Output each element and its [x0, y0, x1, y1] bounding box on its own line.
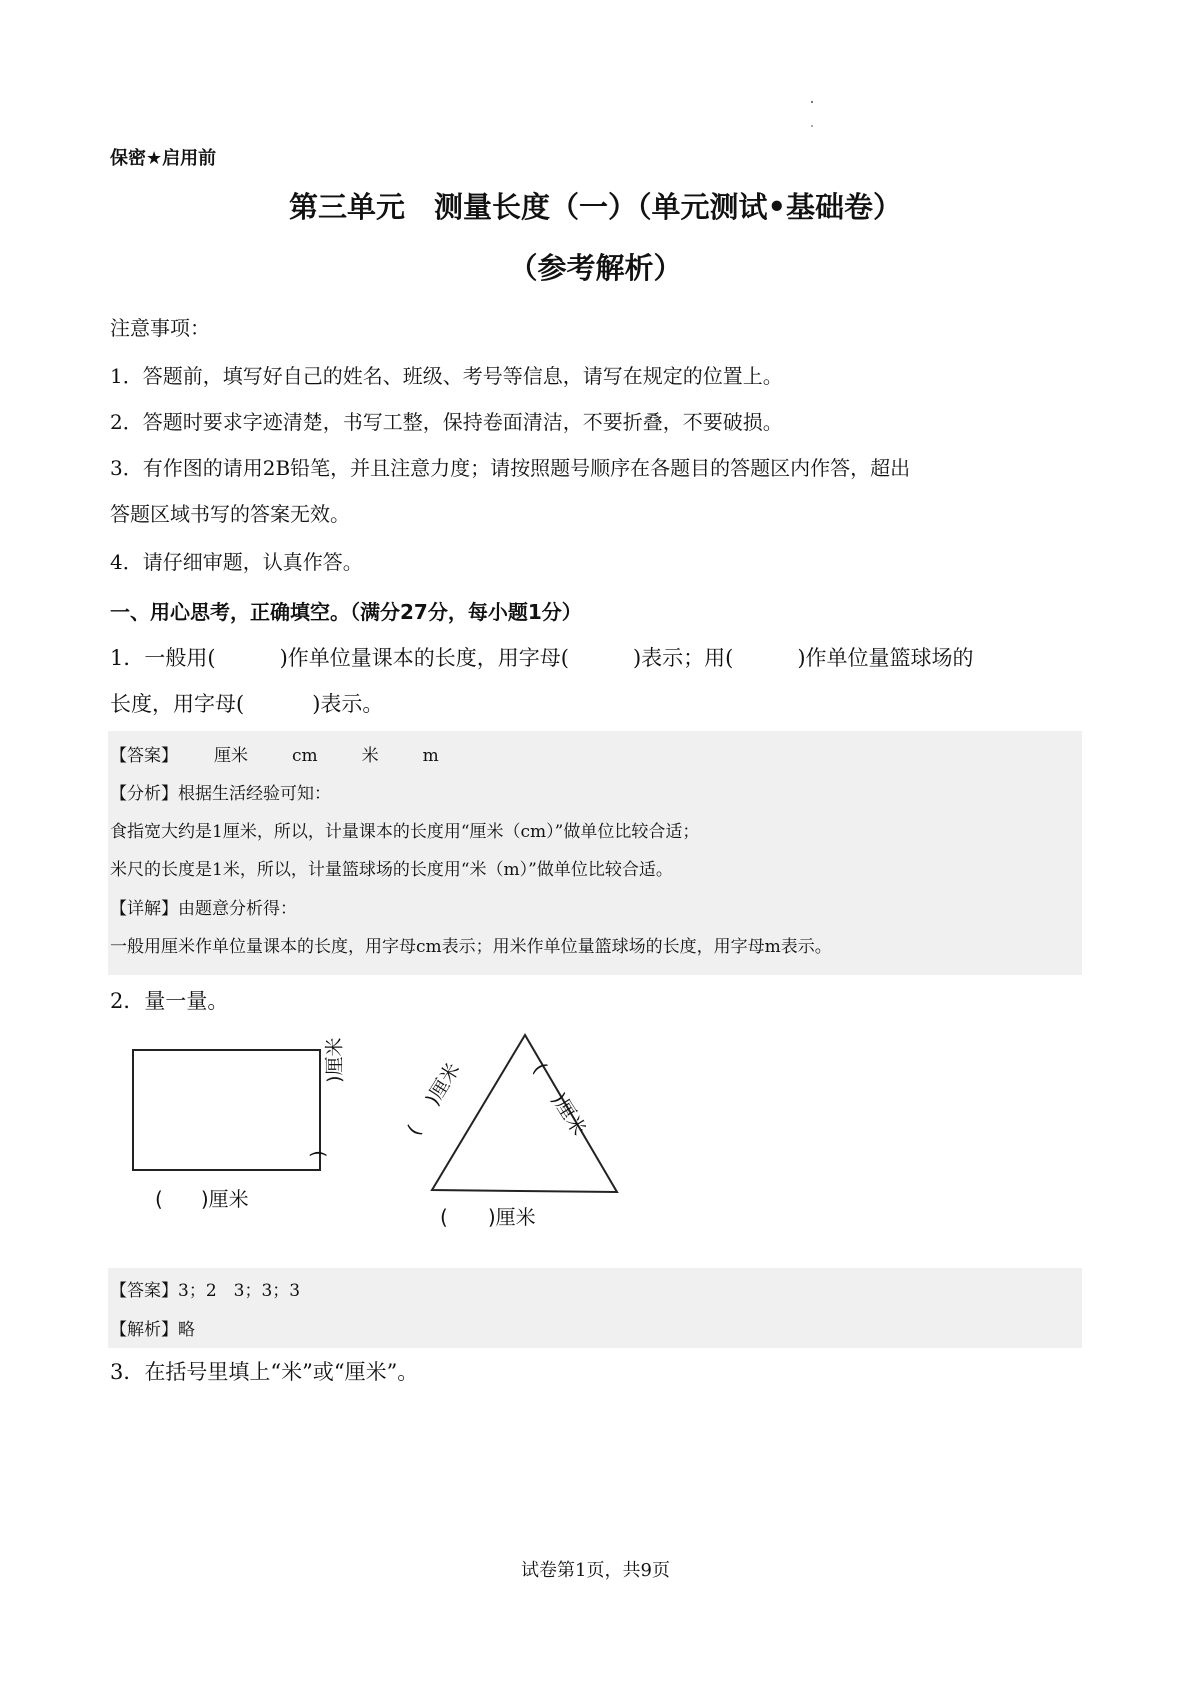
answer-tag: 【答案】 — [110, 746, 178, 766]
notice-item: 1．答题前，填写好自己的姓名、班级、考号等信息，请写在规定的位置上。 — [110, 364, 783, 388]
scan-mark — [811, 101, 813, 103]
explain-tag: 【解析】 — [110, 1320, 178, 1340]
section-heading: 一、用心思考，正确填空。（满分27分，每小题1分） — [110, 600, 582, 624]
notice-heading: 注意事项： — [110, 316, 210, 340]
unit-label: )厘米 — [487, 1205, 536, 1229]
answer-box-q2 — [108, 1268, 1082, 1348]
tri-bottom-label — [440, 1201, 536, 1230]
answer-value: cm — [292, 746, 318, 766]
notice-item: 答题区域书写的答案无效。 — [110, 502, 350, 526]
unit-label: )厘米 — [323, 1037, 346, 1083]
answer-value: 3；2 3；3；3 — [178, 1281, 301, 1301]
unit-label: )厘米 — [200, 1187, 249, 1211]
notice-item: 3．有作图的请用2B铅笔，并且注意力度；请按照题号顺序在各题目的答题区内作答，超出 — [110, 456, 911, 480]
paren: ( — [528, 1059, 551, 1078]
analysis-tag: 【分析】 — [110, 784, 178, 804]
unit-label: )厘米 — [421, 1059, 465, 1110]
unit-label: )厘米 — [547, 1089, 590, 1140]
answer-line — [110, 1276, 300, 1301]
triangle-shape — [432, 1035, 617, 1192]
q1-text: )作单位量篮球场的 — [797, 646, 974, 670]
answer-value: 米 — [361, 746, 379, 766]
q1-text: 长度，用字母( — [110, 692, 245, 716]
scan-mark — [811, 125, 813, 127]
detail-line — [110, 894, 297, 919]
explain-text: 略 — [178, 1320, 195, 1340]
rect-bottom-label — [155, 1183, 249, 1212]
question-1-line-1 — [110, 642, 974, 672]
detail-explanation: 一般用厘米作单位量课本的长度，用字母cm表示；用米作单位量篮球场的长度，用字母m表示。 — [110, 937, 832, 957]
question-1-line-2 — [110, 688, 383, 718]
q1-text: )表示。 — [312, 692, 384, 716]
answer-value: m — [422, 746, 439, 766]
q1-text: )作单位量课本的长度，用字母( — [279, 646, 569, 670]
notice-item: 2．答题时要求字迹清楚，书写工整，保持卷面清洁，不要折叠，不要破损。 — [110, 410, 783, 434]
detail-text: 由题意分析得： — [178, 899, 297, 919]
notice-item: 4．请仔细审题，认真作答。 — [110, 550, 363, 574]
question-2-stem: 2．量一量。 — [110, 989, 229, 1013]
confidential-label: 保密★启用前 — [110, 148, 217, 169]
answer-tag: 【答案】 — [110, 1281, 178, 1301]
page-title: 第三单元 测量长度（一）（单元测试•基础卷） — [288, 190, 903, 224]
answer-line — [110, 741, 439, 766]
rect-side-label — [320, 1038, 347, 1168]
analysis-detail-line: 食指宽大约是1厘米，所以，计量课本的长度用“厘米（cm）”做单位比较合适； — [110, 822, 700, 842]
detail-tag: 【详解】 — [110, 899, 178, 919]
rectangle-shape — [133, 1050, 320, 1170]
analysis-line — [110, 779, 331, 804]
answer-box-q1 — [108, 731, 1082, 975]
q1-text: )表示；用( — [632, 646, 734, 670]
paren: ( — [440, 1205, 448, 1229]
analysis-detail-line: 米尺的长度是1米，所以，计量篮球场的长度用“米（m）”做单位比较合适。 — [110, 860, 673, 880]
page-footer: 试卷第1页，共9页 — [521, 1560, 670, 1581]
analysis-text: 根据生活经验可知： — [178, 784, 331, 804]
explain-line — [110, 1315, 195, 1340]
shapes-diagram — [110, 1015, 650, 1265]
measurement-figure — [110, 1015, 650, 1265]
rect-side-open-paren: ( — [307, 1150, 330, 1158]
page-subtitle: （参考解析） — [508, 251, 683, 285]
answer-value: 厘米 — [214, 746, 248, 766]
paren: ( — [402, 1121, 426, 1140]
q1-text: 1．一般用( — [110, 646, 216, 670]
question-3-stem: 3．在括号里填上“米”或“厘米”。 — [110, 1360, 419, 1384]
paren: ( — [155, 1187, 163, 1211]
